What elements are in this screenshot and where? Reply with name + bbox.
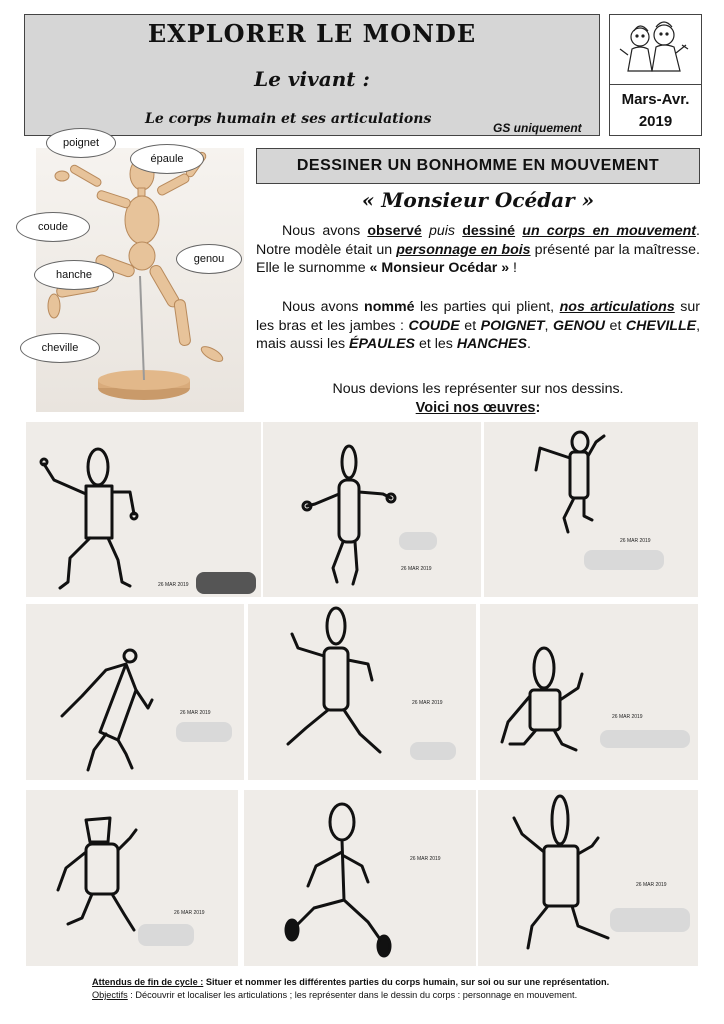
- text: !: [509, 260, 517, 276]
- text: ,: [544, 317, 553, 334]
- hidden-name-9: [610, 908, 690, 932]
- text: Nous avons: [282, 223, 368, 239]
- drawing-date-8: 26 MAR 2019: [410, 856, 441, 862]
- text-cheville: CHEVILLE: [625, 317, 697, 334]
- text-nomme: nommé: [364, 299, 415, 315]
- text-observe: observé: [367, 223, 422, 239]
- text: et: [459, 317, 481, 334]
- objectifs-label: Objectifs: [92, 990, 128, 1000]
- child-drawing-6: [480, 604, 698, 780]
- label-cheville: cheville: [20, 333, 100, 363]
- logo-box: [609, 14, 702, 85]
- drawing-date-3: 26 MAR 2019: [620, 538, 651, 544]
- text: présenté par la maîtresse. Elle le surnomme: [256, 241, 700, 276]
- works-heading: [256, 400, 700, 416]
- date-box: [609, 84, 702, 136]
- footer-objectifs: [92, 990, 692, 1000]
- text: les parties qui plient,: [414, 299, 560, 315]
- works-heading-colon: :: [535, 400, 541, 416]
- drawing-date-1: 26 MAR 2019: [158, 582, 189, 588]
- child-drawing-1: [26, 422, 261, 597]
- text: [422, 223, 429, 239]
- page-topic: Le corps humain et ses articulations: [145, 111, 432, 127]
- drawing-date-5: 26 MAR 2019: [412, 700, 443, 706]
- attendus-text: Situer et nommer les différentes parties du corps humain, sur soi ou sur une représentation.: [203, 977, 610, 987]
- text-poignet: POIGNET: [480, 317, 545, 334]
- text-epaules: ÉPAULES: [349, 336, 416, 352]
- footer-attendus: [92, 977, 692, 987]
- child-drawing-4: [26, 604, 244, 780]
- hidden-name-1: [196, 572, 256, 594]
- paragraph-observation: [256, 222, 700, 278]
- paragraph-consigne: Nous devions les représenter sur nos dessins.: [332, 381, 624, 397]
- text-corps: un corps en mouvement: [522, 223, 697, 239]
- text-genou: GENOU: [553, 317, 606, 334]
- children-illustration-icon: [610, 15, 700, 83]
- section-title: DESSINER UN BONHOMME EN MOUVEMENT: [256, 148, 700, 184]
- text: . Notre modèle était un: [256, 223, 700, 258]
- hidden-name-2: [399, 532, 437, 550]
- child-drawing-8: [244, 790, 476, 966]
- header-banner: [24, 14, 600, 136]
- label-hanche: hanche: [34, 260, 114, 290]
- attendus-label: Attendus de fin de cycle :: [92, 977, 204, 987]
- text-puis: puis: [429, 223, 456, 239]
- text-personnage: personnage en bois: [396, 241, 531, 258]
- works-heading-text: Voici nos œuvres: [415, 400, 536, 416]
- hidden-name-7: [138, 924, 194, 946]
- hidden-name-6: [600, 730, 690, 748]
- drawing-date-7: 26 MAR 2019: [174, 910, 205, 916]
- drawing-date-4: 26 MAR 2019: [180, 710, 211, 716]
- label-genou: genou: [176, 244, 242, 274]
- text-nom: « Monsieur Océdar »: [369, 260, 510, 276]
- objectifs-text: : Découvrir et localiser les articulations ; les représenter dans le dessin du corps : personnage en mouvement.: [127, 990, 578, 1000]
- text-hanches: HANCHES: [456, 336, 527, 352]
- level-label: GS uniquement: [493, 121, 582, 135]
- paragraph-articulations: [256, 298, 700, 354]
- drawing-date-2: 26 MAR 2019: [401, 566, 432, 572]
- page-subtitle: Le vivant :: [254, 67, 370, 91]
- hidden-name-4: [176, 722, 232, 742]
- text: Nous avons: [282, 299, 365, 315]
- model-name-heading: « Monsieur Océdar »: [361, 188, 595, 212]
- child-drawing-2: [263, 422, 481, 597]
- child-drawing-5: [248, 604, 476, 780]
- text: .: [526, 336, 531, 352]
- hidden-name-5: [410, 742, 456, 760]
- child-drawing-7: [26, 790, 238, 966]
- text: et les: [415, 336, 457, 352]
- child-drawing-3: [484, 422, 698, 597]
- drawing-date-6: 26 MAR 2019: [612, 714, 643, 720]
- label-poignet: poignet: [46, 128, 116, 158]
- date-month: Mars-Avr.: [621, 91, 690, 108]
- text-articulations: nos articulations: [559, 299, 675, 315]
- text: , mais aussi les: [256, 317, 701, 352]
- date-year: 2019: [638, 113, 673, 130]
- text: et: [605, 317, 626, 334]
- text-dessine: dessiné: [462, 223, 516, 239]
- page-title: EXPLORER LE MONDE: [147, 19, 477, 48]
- text-coude: COUDE: [408, 317, 460, 334]
- label-epaule: épaule: [130, 144, 204, 174]
- child-drawing-9: [478, 790, 698, 966]
- hidden-name-3: [584, 550, 664, 570]
- label-coude: coude: [16, 212, 90, 242]
- text: sur les bras et les jambes :: [256, 299, 700, 334]
- drawing-date-9: 26 MAR 2019: [636, 882, 667, 888]
